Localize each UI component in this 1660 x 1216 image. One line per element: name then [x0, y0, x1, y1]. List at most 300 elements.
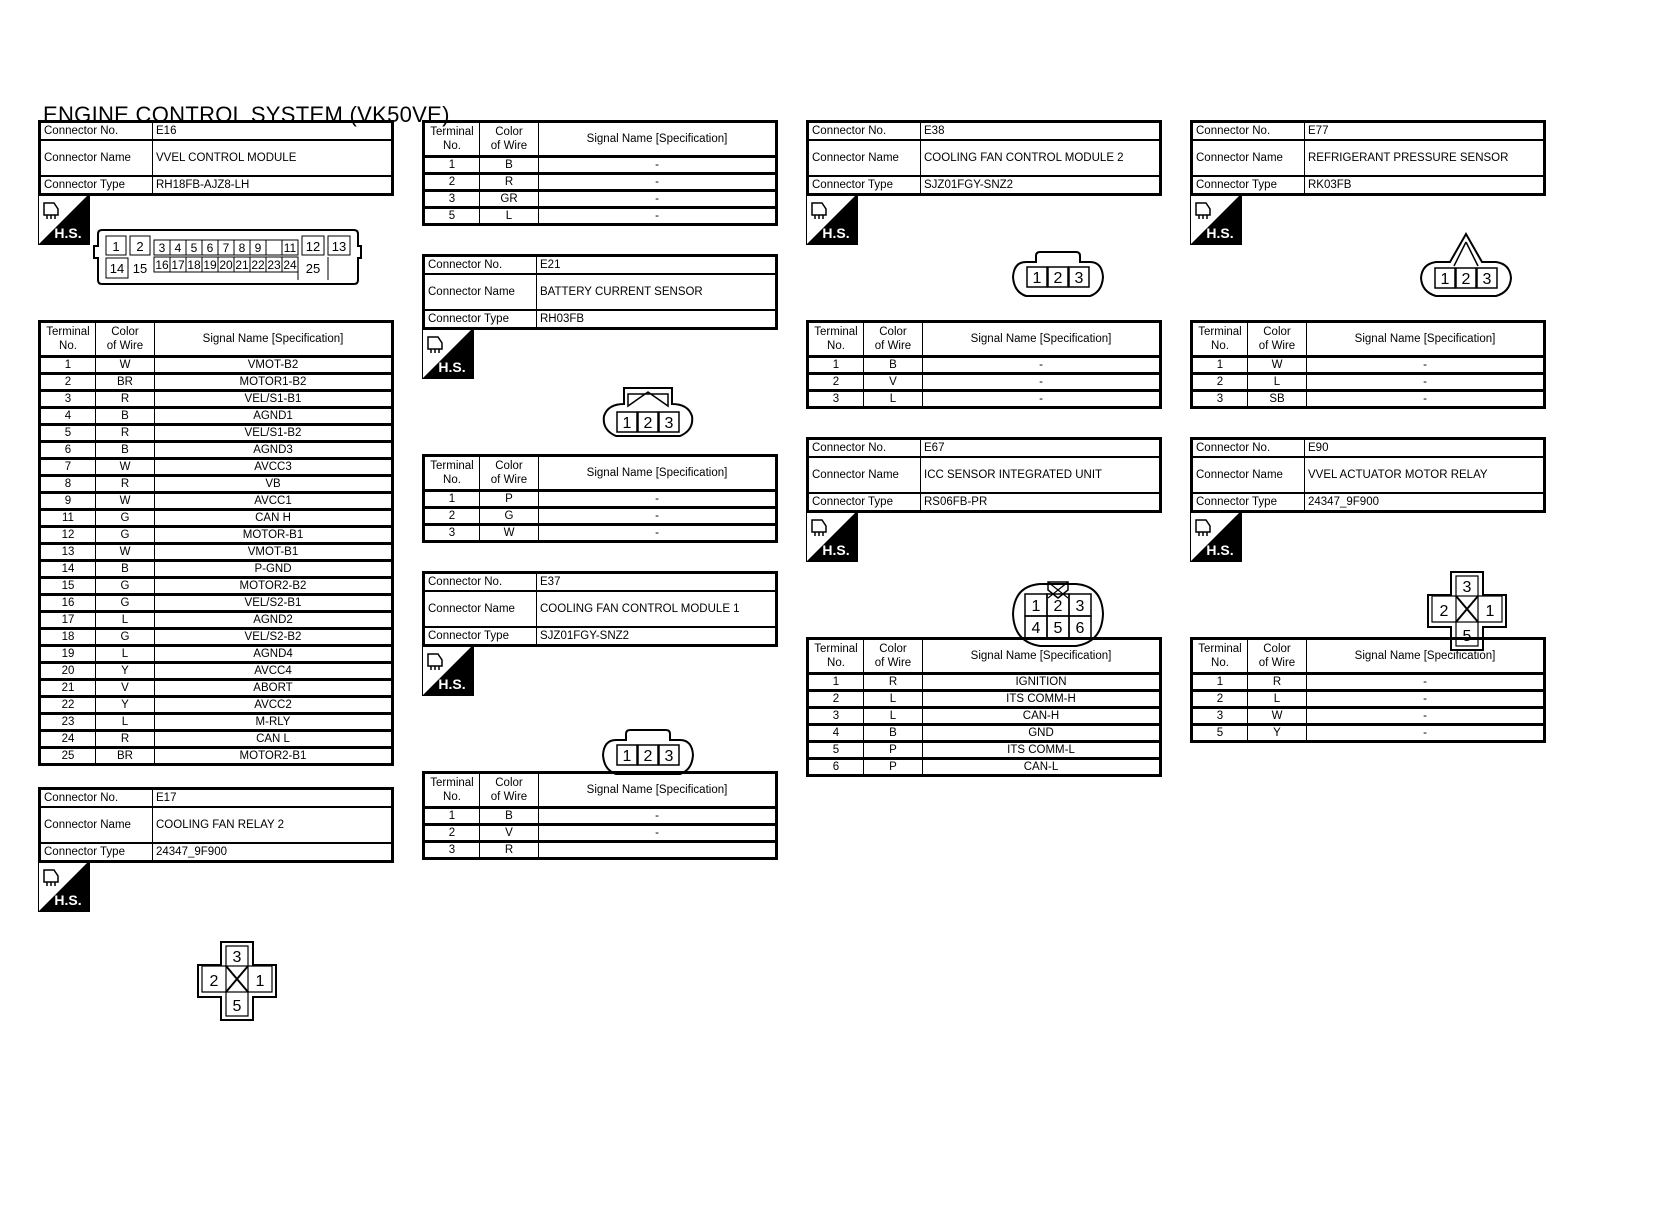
wire-color-cell: GR — [480, 191, 539, 208]
pin-label: 2 — [643, 748, 653, 765]
pin-label: 3 — [158, 241, 166, 255]
wire-color-cell: G — [96, 510, 155, 527]
terminal-no-cell: 1 — [808, 674, 864, 691]
wire-color-cell: L — [96, 612, 155, 629]
terminal-header — [424, 122, 480, 157]
table-row — [40, 493, 393, 510]
color-header — [480, 456, 539, 491]
connector-name: ICC SENSOR INTEGRATED UNIT — [921, 457, 1161, 493]
terminal-table-e90 — [1190, 637, 1546, 743]
wire-color-cell: W — [96, 544, 155, 561]
table-row — [40, 442, 393, 459]
signal-name-cell: - — [539, 174, 777, 191]
terminal-table-e38 — [806, 320, 1162, 409]
hs-label: H.S. — [1206, 542, 1234, 558]
color-header — [480, 773, 539, 808]
header-text: of Wire — [106, 340, 144, 352]
wire-color-cell: L — [480, 208, 539, 225]
table-row — [424, 208, 777, 225]
wire-color-cell: R — [96, 476, 155, 493]
pin-label: 3 — [232, 949, 242, 966]
pin-label: 5 — [1462, 628, 1472, 645]
connector-diagram-e67 — [1010, 578, 1106, 650]
table-row — [808, 391, 1161, 408]
pin-label: 1 — [1440, 271, 1450, 288]
pin-label: 8 — [238, 241, 246, 255]
table-row — [40, 425, 393, 442]
pin-label: 13 — [331, 239, 347, 254]
connector-no: E67 — [921, 439, 1161, 458]
wire-color-cell: G — [96, 527, 155, 544]
pin-label: 1 — [112, 239, 120, 254]
connector-name: REFRIGERANT PRESSURE SENSOR — [1305, 140, 1545, 176]
connector-type: RS06FB-PR — [921, 493, 1161, 512]
terminal-no-cell: 1 — [808, 357, 864, 374]
connector-info-e38 — [806, 120, 1162, 196]
table-row — [40, 714, 393, 731]
header-text: of Wire — [490, 140, 528, 152]
wire-color-cell: G — [96, 595, 155, 612]
wire-color-cell: W — [1248, 708, 1307, 725]
terminal-header — [1192, 639, 1248, 674]
terminal-no-cell: 15 — [40, 578, 96, 595]
wire-color-cell: BR — [96, 748, 155, 765]
terminal-header — [808, 322, 864, 357]
terminal-no-cell: 25 — [40, 748, 96, 765]
signal-header: Signal Name [Specification] — [539, 773, 777, 808]
connector-info-e21 — [422, 254, 778, 330]
color-header — [480, 122, 539, 157]
signal-name-cell: ITS COMM-H — [923, 691, 1161, 708]
harness-side-icon — [38, 860, 90, 912]
wire-color-cell: L — [96, 714, 155, 731]
table-row — [808, 374, 1161, 391]
signal-name-cell: - — [923, 374, 1161, 391]
table-row — [40, 374, 393, 391]
table-row — [40, 680, 393, 697]
signal-name-cell: CAN L — [155, 731, 393, 748]
signal-name-cell: ITS COMM-L — [923, 742, 1161, 759]
terminal-no-cell: 2 — [808, 374, 864, 391]
page-title: ENGINE CONTROL SYSTEM (VK50VE) — [43, 102, 450, 127]
connector-no: E37 — [537, 573, 777, 592]
connector-no: E90 — [1305, 439, 1545, 458]
signal-header: Signal Name [Specification] — [1307, 322, 1545, 357]
signal-header: Signal Name [Specification] — [539, 122, 777, 157]
signal-name-cell: GND — [923, 725, 1161, 742]
header-text: No. — [443, 791, 461, 803]
header-text: No. — [443, 140, 461, 152]
wire-color-cell: L — [1248, 374, 1307, 391]
hs-label: H.S. — [54, 892, 82, 908]
connector-no: E16 — [153, 122, 393, 141]
pin-label: 1 — [255, 973, 265, 990]
terminal-no-cell: 17 — [40, 612, 96, 629]
wire-color-cell: L — [864, 391, 923, 408]
terminal-no-cell: 3 — [1192, 391, 1248, 408]
table-row — [1192, 725, 1545, 742]
wire-color-cell: G — [96, 578, 155, 595]
terminal-table-e77 — [1190, 320, 1546, 409]
signal-name-cell: CAN H — [155, 510, 393, 527]
terminal-no-cell: 2 — [808, 691, 864, 708]
header-text: No. — [443, 474, 461, 486]
wire-color-cell: G — [480, 508, 539, 525]
signal-name-cell: MOTOR2-B1 — [155, 748, 393, 765]
pin-label: 20 — [219, 258, 233, 272]
table-row — [808, 725, 1161, 742]
terminal-no-cell: 19 — [40, 646, 96, 663]
table-row — [40, 748, 393, 765]
wire-color-cell: L — [864, 708, 923, 725]
terminal-no-cell: 4 — [40, 408, 96, 425]
terminal-no-cell: 1 — [1192, 357, 1248, 374]
terminal-no-cell: 1 — [424, 157, 480, 174]
connector-type: RK03FB — [1305, 176, 1545, 195]
wire-color-cell: Y — [96, 663, 155, 680]
terminal-no-cell: 5 — [40, 425, 96, 442]
wire-color-cell: V — [96, 680, 155, 697]
hs-label: H.S. — [822, 225, 850, 241]
terminal-header — [808, 639, 864, 674]
pin-label: 2 — [1461, 271, 1471, 288]
header-text: Terminal — [430, 777, 474, 789]
pin-label: 16 — [155, 258, 169, 272]
terminal-no-cell: 3 — [808, 391, 864, 408]
pin-label: 7 — [222, 241, 230, 255]
pin-label: 24 — [283, 258, 297, 272]
connector-no: E38 — [921, 122, 1161, 141]
connector-type: RH18FB-AJZ8-LH — [153, 176, 393, 195]
table-row — [808, 674, 1161, 691]
connector-type: SJZ01FGY-SNZ2 — [921, 176, 1161, 195]
terminal-header — [40, 322, 96, 357]
terminal-no-cell: 5 — [1192, 725, 1248, 742]
signal-name-cell: VB — [155, 476, 393, 493]
pin-label: 3 — [1462, 579, 1472, 596]
terminal-no-cell: 8 — [40, 476, 96, 493]
label: Connector No. — [1192, 439, 1305, 458]
header-text: Terminal — [814, 643, 858, 655]
pin-label: 12 — [305, 239, 321, 254]
signal-name-cell: AVCC4 — [155, 663, 393, 680]
pin-label: 3 — [664, 415, 674, 432]
harness-side-icon — [422, 327, 474, 379]
label: Connector No. — [808, 122, 921, 141]
signal-name-cell: - — [1307, 374, 1545, 391]
terminal-no-cell: 13 — [40, 544, 96, 561]
table-row — [40, 510, 393, 527]
terminal-no-cell: 2 — [1192, 374, 1248, 391]
pin-label: 1 — [622, 748, 632, 765]
header-text: of Wire — [1258, 657, 1296, 669]
signal-name-cell: - — [923, 357, 1161, 374]
pin-label: 11 — [283, 241, 297, 255]
terminal-table-e21 — [422, 454, 778, 543]
hs-label: H.S. — [1206, 225, 1234, 241]
table-row — [1192, 708, 1545, 725]
connector-diagram-e90 — [1426, 570, 1508, 652]
color-header — [864, 639, 923, 674]
terminal-no-cell: 14 — [40, 561, 96, 578]
wire-color-cell: R — [96, 731, 155, 748]
table-row — [40, 578, 393, 595]
wire-color-cell: R — [96, 425, 155, 442]
connector-type: 24347_9F900 — [153, 843, 393, 862]
pin-label: 17 — [171, 258, 185, 272]
pin-label: 15 — [132, 261, 148, 276]
wire-color-cell: P — [864, 759, 923, 776]
harness-side-icon — [1190, 193, 1242, 245]
label: Connector Type — [40, 843, 153, 862]
signal-name-cell: ABORT — [155, 680, 393, 697]
table-row — [40, 476, 393, 493]
label: Connector Name — [808, 457, 921, 493]
pin-label: 4 — [174, 241, 182, 255]
label: Connector Type — [40, 176, 153, 195]
harness-side-icon — [806, 510, 858, 562]
pin-label: 9 — [254, 241, 262, 255]
terminal-no-cell: 11 — [40, 510, 96, 527]
label: Connector Type — [424, 310, 537, 329]
table-row — [808, 357, 1161, 374]
table-row — [40, 391, 393, 408]
wire-color-cell: B — [96, 408, 155, 425]
label: Connector Name — [808, 140, 921, 176]
signal-name-cell: AVCC3 — [155, 459, 393, 476]
signal-name-cell: VEL/S2-B2 — [155, 629, 393, 646]
signal-name-cell: MOTOR2-B2 — [155, 578, 393, 595]
connector-name: COOLING FAN CONTROL MODULE 2 — [921, 140, 1161, 176]
terminal-no-cell: 12 — [40, 527, 96, 544]
signal-name-cell: IGNITION — [923, 674, 1161, 691]
table-row — [40, 646, 393, 663]
pin-label: 2 — [209, 973, 219, 990]
signal-name-cell — [539, 842, 777, 859]
connector-diagram-e38 — [1010, 250, 1106, 302]
hs-label: H.S. — [54, 225, 82, 241]
signal-name-cell: - — [539, 491, 777, 508]
table-row — [40, 357, 393, 374]
wire-color-cell: G — [96, 629, 155, 646]
wire-color-cell: P — [864, 742, 923, 759]
signal-name-cell: AGND3 — [155, 442, 393, 459]
connector-diagram-e77 — [1418, 232, 1514, 302]
terminal-no-cell: 5 — [808, 742, 864, 759]
header-text: No. — [827, 657, 845, 669]
wire-color-cell: W — [96, 357, 155, 374]
connector-diagram-e37 — [600, 728, 696, 780]
terminal-table-e17 — [422, 120, 778, 226]
connector-name: BATTERY CURRENT SENSOR — [537, 274, 777, 310]
label: Connector Name — [40, 807, 153, 843]
signal-header: Signal Name [Specification] — [539, 456, 777, 491]
harness-side-icon — [38, 193, 90, 245]
terminal-no-cell: 3 — [1192, 708, 1248, 725]
header-text: No. — [1211, 340, 1229, 352]
signal-name-cell: P-GND — [155, 561, 393, 578]
pin-label: 3 — [1074, 270, 1084, 287]
color-header — [1248, 639, 1307, 674]
harness-side-icon — [806, 193, 858, 245]
connector-type: RH03FB — [537, 310, 777, 329]
pin-label: 4 — [1031, 620, 1041, 637]
signal-header: Signal Name [Specification] — [155, 322, 393, 357]
pin-label: 5 — [190, 241, 198, 255]
label: Connector No. — [808, 439, 921, 458]
header-text: No. — [1211, 657, 1229, 669]
header-text: Color — [495, 460, 523, 472]
terminal-no-cell: 6 — [40, 442, 96, 459]
connector-info-e67 — [806, 437, 1162, 513]
label: Connector Type — [1192, 176, 1305, 195]
header-text: Color — [879, 326, 907, 338]
table-row — [424, 508, 777, 525]
signal-name-cell: - — [1307, 391, 1545, 408]
table-row — [808, 742, 1161, 759]
header-text: Color — [1263, 326, 1291, 338]
wire-color-cell: BR — [96, 374, 155, 391]
terminal-no-cell: 3 — [424, 842, 480, 859]
table-row — [1192, 391, 1545, 408]
signal-name-cell: VEL/S1-B1 — [155, 391, 393, 408]
connector-info-e16 — [38, 120, 394, 196]
pin-label: 2 — [1053, 270, 1063, 287]
table-row — [808, 759, 1161, 776]
pin-label: 5 — [232, 998, 242, 1015]
color-header — [1248, 322, 1307, 357]
wire-color-cell: L — [1248, 691, 1307, 708]
signal-name-cell: MOTOR-B1 — [155, 527, 393, 544]
color-header — [96, 322, 155, 357]
wire-color-cell: B — [480, 157, 539, 174]
signal-name-cell: - — [923, 391, 1161, 408]
hs-label: H.S. — [822, 542, 850, 558]
terminal-no-cell: 18 — [40, 629, 96, 646]
table-row — [424, 491, 777, 508]
header-text: Terminal — [430, 460, 474, 472]
connector-info-e17 — [38, 787, 394, 863]
table-row — [808, 708, 1161, 725]
table-row — [424, 825, 777, 842]
terminal-table-e16 — [38, 320, 394, 766]
table-row — [424, 842, 777, 859]
header-text: Terminal — [46, 326, 90, 338]
terminal-no-cell: 2 — [424, 825, 480, 842]
pin-label: 14 — [109, 261, 125, 276]
terminal-no-cell: 21 — [40, 680, 96, 697]
signal-name-cell: AVCC2 — [155, 697, 393, 714]
header-text: No. — [827, 340, 845, 352]
wire-color-cell: R — [480, 842, 539, 859]
table-row — [40, 595, 393, 612]
signal-name-cell: - — [539, 508, 777, 525]
signal-name-cell: MOTOR1-B2 — [155, 374, 393, 391]
pin-label: 22 — [251, 258, 265, 272]
wire-color-cell: B — [864, 725, 923, 742]
terminal-no-cell: 1 — [1192, 674, 1248, 691]
pin-label: 3 — [1075, 598, 1085, 615]
wire-color-cell: L — [96, 646, 155, 663]
header-text: Color — [879, 643, 907, 655]
pin-label: 25 — [305, 261, 321, 276]
header-text: Color — [495, 126, 523, 138]
terminal-header — [1192, 322, 1248, 357]
connector-diagram-e16 — [92, 226, 362, 288]
terminal-no-cell: 7 — [40, 459, 96, 476]
header-text: of Wire — [490, 791, 528, 803]
table-row — [1192, 674, 1545, 691]
signal-name-cell: - — [539, 208, 777, 225]
header-text: Terminal — [1198, 326, 1242, 338]
terminal-table-e37 — [422, 771, 778, 860]
pin-label: 3 — [664, 748, 674, 765]
header-text: Color — [111, 326, 139, 338]
label: Connector No. — [1192, 122, 1305, 141]
signal-name-cell: - — [1307, 725, 1545, 742]
label: Connector No. — [40, 789, 153, 808]
terminal-table-e67 — [806, 637, 1162, 777]
terminal-header — [424, 456, 480, 491]
terminal-header — [424, 773, 480, 808]
signal-name-cell: CAN-H — [923, 708, 1161, 725]
terminal-no-cell: 24 — [40, 731, 96, 748]
connector-no: E17 — [153, 789, 393, 808]
terminal-no-cell: 4 — [808, 725, 864, 742]
label: Connector No. — [424, 573, 537, 592]
header-text: of Wire — [874, 340, 912, 352]
label: Connector No. — [40, 122, 153, 141]
header-text: Color — [1263, 643, 1291, 655]
connector-no: E77 — [1305, 122, 1545, 141]
signal-name-cell: - — [539, 825, 777, 842]
connector-info-e77 — [1190, 120, 1546, 196]
table-row — [40, 663, 393, 680]
pin-label: 1 — [622, 415, 632, 432]
table-row — [424, 157, 777, 174]
terminal-no-cell: 5 — [424, 208, 480, 225]
wire-color-cell: R — [864, 674, 923, 691]
label: Connector Name — [424, 591, 537, 627]
harness-side-icon — [422, 644, 474, 696]
hs-label: H.S. — [438, 676, 466, 692]
harness-side-icon — [1190, 510, 1242, 562]
signal-name-cell: AGND1 — [155, 408, 393, 425]
label: Connector Name — [1192, 457, 1305, 493]
header-text: of Wire — [1258, 340, 1296, 352]
table-row — [40, 697, 393, 714]
wire-color-cell: V — [864, 374, 923, 391]
pin-label: 5 — [1053, 620, 1063, 637]
table-row — [40, 731, 393, 748]
connector-name: VVEL ACTUATOR MOTOR RELAY — [1305, 457, 1545, 493]
signal-header: Signal Name [Specification] — [923, 639, 1161, 674]
connector-name: COOLING FAN CONTROL MODULE 1 — [537, 591, 777, 627]
terminal-no-cell: 23 — [40, 714, 96, 731]
pin-label: 2 — [136, 239, 144, 254]
wire-color-cell: Y — [1248, 725, 1307, 742]
signal-name-cell: VEL/S1-B2 — [155, 425, 393, 442]
signal-name-cell: - — [539, 191, 777, 208]
signal-header: Signal Name [Specification] — [1307, 639, 1545, 674]
table-row — [424, 191, 777, 208]
signal-name-cell: AVCC1 — [155, 493, 393, 510]
terminal-no-cell: 3 — [424, 525, 480, 542]
header-text: of Wire — [874, 657, 912, 669]
signal-name-cell: VMOT-B1 — [155, 544, 393, 561]
table-row — [1192, 691, 1545, 708]
terminal-no-cell: 1 — [424, 808, 480, 825]
